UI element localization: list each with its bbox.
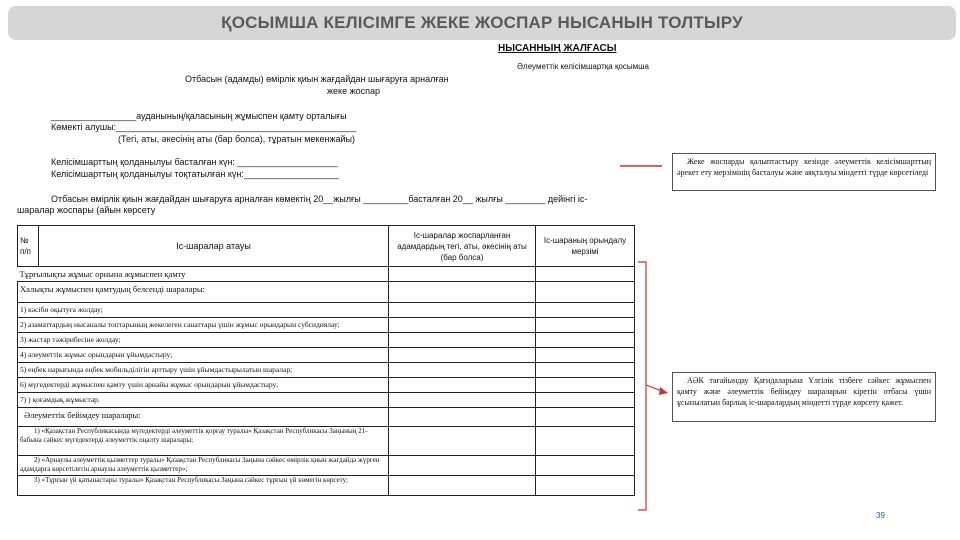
section-social-adaptation: Әлеуметтік бейімдеу шаралары: bbox=[18, 408, 389, 427]
measure-row: 2) азаматтардың нысаналы топтарының жекелеген санаттары үшін жұмыс орындарын субсидиялау; bbox=[18, 318, 389, 333]
col-header-date: Іс-шараның орындалу мерзімі bbox=[536, 226, 635, 267]
section-employment: Тұрғылықты жұмыс орнына жұмыспен қамту bbox=[18, 267, 389, 282]
period-line-2: шаралар жоспары (айын көрсету bbox=[17, 205, 156, 215]
measure-row: 5) еңбек нарығында еңбек мобильділігін арттыру үшін ұйымдастырылатын шаралар; bbox=[18, 363, 389, 378]
note-measures: АӘК тағайындау Қағидаларына Үлгілік тізбеге сәйкес жұмыспен қамту және әлеуметтік бейімдеу шараларын кіретін отбасы үшін ұсынылатын барлық іс-шаралардың міндетті түрде көрсету қажет. bbox=[672, 372, 936, 422]
measure-row: 1) кәсіби оқытуға жолдау; bbox=[18, 303, 389, 318]
appendix-note: Әлеуметтік келісімшартқа қосымша bbox=[517, 62, 650, 71]
col-header-no: № п/п bbox=[18, 226, 39, 267]
measure-row: 4) әлеуметтік жұмыс орындарын ұйымдастыру; bbox=[18, 348, 389, 363]
section-active-measures: Халықты жұмыспен қамтудың белсенді шаралары: bbox=[18, 282, 389, 303]
measure-row: 7) ) қоғамдық жұмыстар. bbox=[18, 393, 389, 408]
recipient-hint: (Тегі, аты, әкесінің аты (бар болса), тұратын мекенжайы) bbox=[118, 134, 355, 144]
subtitle: НЫСАННЫҢ ЖАЛҒАСЫ bbox=[498, 43, 617, 54]
plan-heading-2: жеке жоспар bbox=[327, 86, 380, 96]
adaptation-row: 2) «Арнаулы әлеуметтік қызметтер туралы» Қазақстан Республикасы Заңына сәйкес өмірлік қиын жағдайда жүрген адамдарға көрсетілетін арнаулы әлеуметтік қызметтер»; bbox=[18, 456, 389, 476]
contract-end-date: Келісімшарттың қолданылуы тоқтатылған күн:___________________ bbox=[51, 169, 339, 179]
measure-row: 6) мүгедектерді жұмыспен қамту үшін арнайы жұмыс орындарын ұйымдастыру; bbox=[18, 378, 389, 393]
center-line: _________________ауданының/қаласының жұмыспен қамту орталығы bbox=[51, 111, 347, 121]
col-header-name: Іс-шаралар атауы bbox=[39, 226, 389, 267]
note-contract-period: Жеке жоспарды қалыптастыру кезінде әлеуметтік келісімшарттың әрекет ету мерзімінің басталуы және аяқталуы міндетті түрде көрсетіледі bbox=[672, 153, 936, 191]
col-header-responsible: Іс-шаралар жоспарланған адамдардың тегі, аты, әкесінің аты (бар болса) bbox=[389, 226, 536, 267]
arrow-head-icon bbox=[659, 387, 668, 395]
measure-row: 3) жастар тәжірибесіне жолдау; bbox=[18, 333, 389, 348]
page-number: 39 bbox=[876, 511, 885, 520]
adaptation-row: 1) «Қазақстан Республикасында мүгедектерді әлеуметтік қорғау туралы» Қазақстан Республикасы Заңының 21-бабына сәйкес мүгедектерді әлеуметтік оңалту шаралары; bbox=[18, 427, 389, 456]
adaptation-row: 3) «Тұрғын үй қатынастары туралы» Қазақстан Республикасы Заңына сәйкес тұрғын үй көмегін көрсету; bbox=[18, 476, 389, 496]
page-title: ҚОСЫМША КЕЛІСІМГЕ ЖЕКЕ ЖОСПАР НЫСАНЫН ТОЛТЫРУ bbox=[221, 13, 743, 32]
bracket-line bbox=[638, 262, 646, 510]
contract-start-date: Келісімшарттың қолданылуы басталған күн: ____________________ bbox=[51, 157, 338, 167]
period-line-1: Отбасын өмірлік қиын жағдайдан шығаруға арналған көмектің 20__жылғы _________басталған 20__ жылғы ________ дейінгі іс- bbox=[51, 194, 588, 204]
plan-heading-1: Отбасын (адамды) өмірлік қиын жағдайдан шығаруға арналған bbox=[185, 74, 449, 84]
recipient-line: Көмекті алушы:________________________________________________ bbox=[51, 122, 357, 132]
